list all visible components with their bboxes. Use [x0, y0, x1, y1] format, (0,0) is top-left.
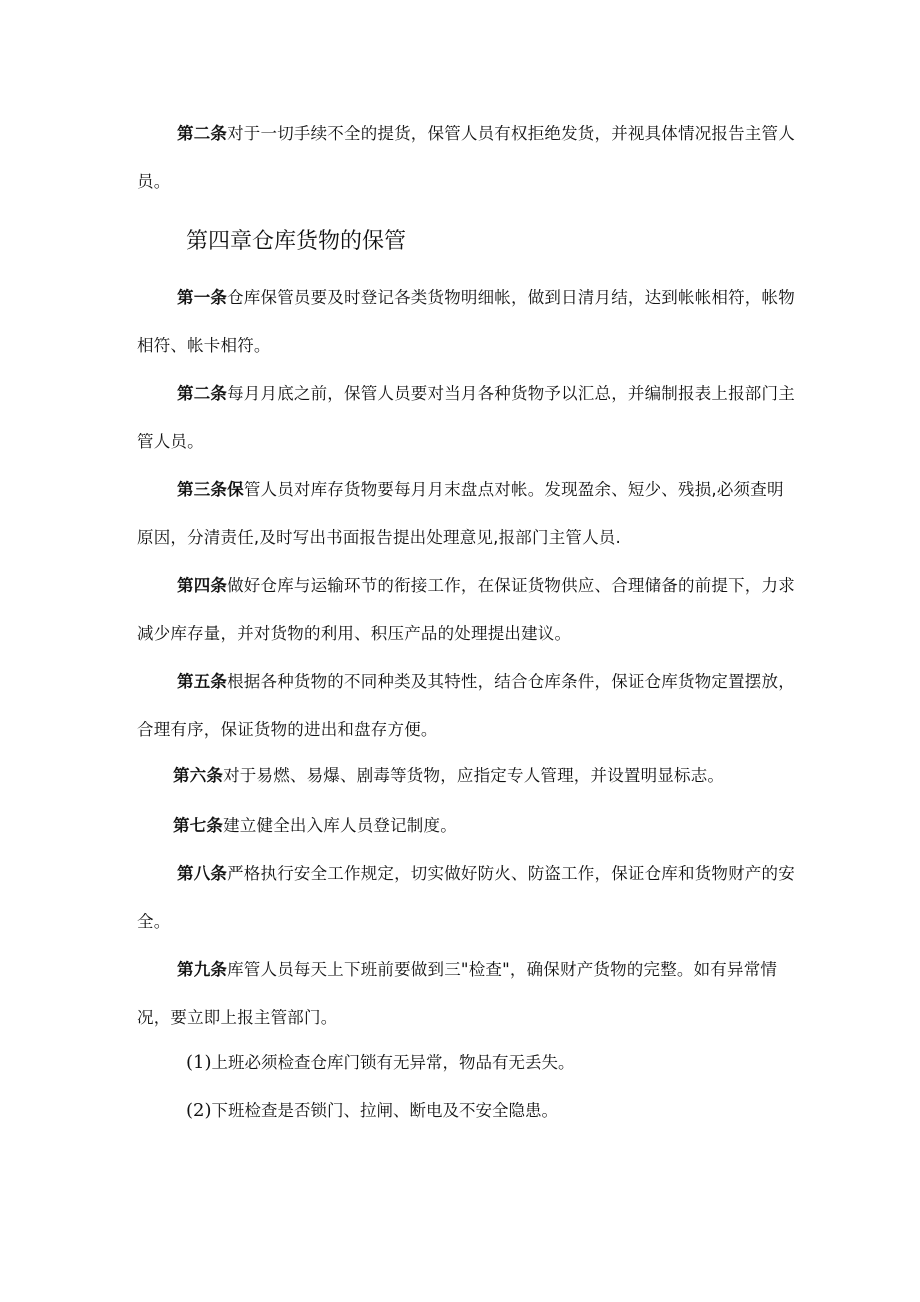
article-number: 第三条保 — [177, 480, 244, 499]
article-text: 做好仓库与运输环节的衔接工作，在保证货物供应、合理储备的前提下，力求减少库存量，并对货物的利用、积压产品的处理提出建议。 — [137, 576, 795, 643]
article-8 — [137, 850, 797, 946]
article-text: 建立健全出入库人员登记制度。 — [223, 816, 457, 835]
article-3 — [137, 466, 797, 562]
article-number: 第六条 — [173, 766, 224, 785]
list-item-2 — [186, 1096, 558, 1126]
list-item-text: 上班必须检查仓库门锁有无异常，物品有无丢失。 — [211, 1053, 575, 1072]
article-9 — [137, 946, 797, 1042]
article-2 — [137, 370, 797, 466]
article-number: 第五条 — [177, 672, 228, 691]
article-text: 对于易燃、易爆、剧毒等货物，应指定专人管理，并设置明显标志。 — [223, 766, 725, 785]
article-5 — [137, 658, 797, 754]
article-number: 第九条 — [177, 960, 228, 979]
list-marker: (1) — [186, 1052, 212, 1073]
article-number: 第七条 — [173, 816, 224, 835]
list-marker: (2) — [186, 1100, 212, 1121]
article-text: 管人员对库存货物要每月月末盘点对帐。发现盈余、短少、残损,必须查明原因，分清责任,及时写出书面报告提出处理意见,报部门主管人员. — [137, 480, 784, 547]
article-text: 对于一切手续不全的提货，保管人员有权拒绝发货，并视具体情况报告主管人员。 — [137, 124, 795, 191]
article-4 — [137, 562, 797, 658]
article-text: 库管人员每天上下班前要做到三"检查"，确保财产货物的完整。如有异常情况，要立即上报主管部门。 — [137, 960, 778, 1027]
article-number: 第一条 — [177, 288, 228, 307]
article-text: 每月月底之前，保管人员要对当月各种货物予以汇总，并编制报表上报部门主管人员。 — [137, 384, 795, 451]
chapter-title: 第四章仓库货物的保管 — [186, 229, 407, 254]
article-number: 第二条 — [177, 384, 228, 403]
article-number: 第四条 — [177, 576, 228, 595]
article-text: 严格执行安全工作规定，切实做好防火、防盗工作，保证仓库和货物财产的安全。 — [137, 864, 795, 931]
article-number: 第二条 — [177, 124, 228, 143]
list-item-text: 下班检查是否锁门、拉闸、断电及不安全隐患。 — [211, 1101, 558, 1120]
article-text: 仓库保管员要及时登记各类货物明细帐，做到日清月结，达到帐帐相符，帐物相符、帐卡相符。 — [137, 288, 795, 355]
article-text: 根据各种货物的不同种类及其特性，结合仓库条件，保证仓库货物定置摆放，合理有序，保证货物的进出和盘存方便。 — [137, 672, 795, 739]
article-prev-2 — [137, 110, 797, 206]
article-7 — [137, 802, 797, 850]
article-number: 第八条 — [177, 864, 228, 883]
list-item-1 — [186, 1048, 575, 1078]
article-1 — [137, 274, 797, 370]
article-6 — [137, 752, 797, 800]
